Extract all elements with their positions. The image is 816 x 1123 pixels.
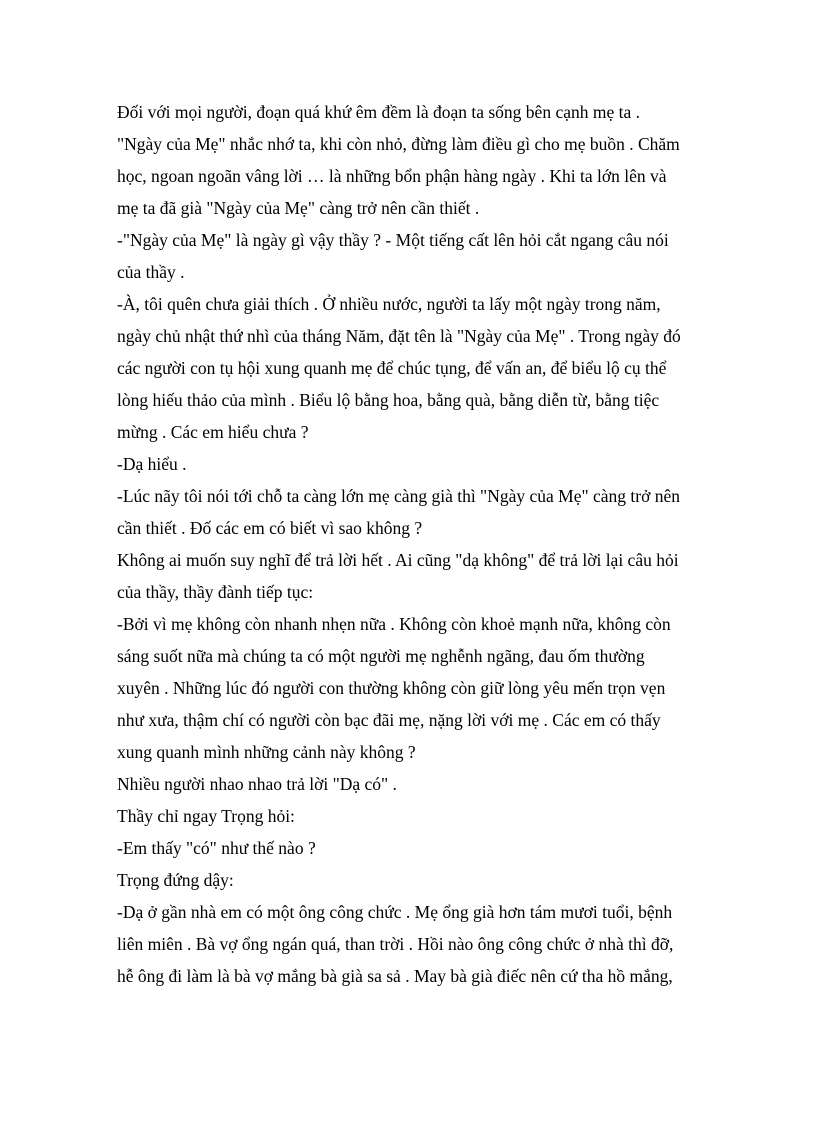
text-line: như xưa, thậm chí có người còn bạc đãi mẹ, nặng lời với mẹ . Các em có thấy (117, 710, 661, 730)
text-line: hễ ông đi làm là bà vợ mắng bà già sa sả . May bà già điếc nên cứ tha hồ mắng, (117, 966, 673, 986)
text-line: xung quanh mình những cảnh này không ? (117, 742, 416, 762)
document-body (117, 96, 737, 992)
text-line: mừng . Các em hiểu chưa ? (117, 422, 309, 442)
text-line: Trọng đứng dậy: (117, 870, 234, 890)
text-line: Thầy chỉ ngay Trọng hỏi: (117, 806, 295, 826)
text-line: -Dạ ở gần nhà em có một ông công chức . Mẹ ổng già hơn tám mươi tuổi, bệnh (117, 902, 673, 922)
text-line: xuyên . Những lúc đó người con thường không còn giữ lòng yêu mến trọn vẹn (117, 678, 666, 698)
text-line: cần thiết . Đố các em có biết vì sao không ? (117, 518, 423, 538)
text-line: Nhiều người nhao nhao trả lời "Dạ có" . (117, 774, 397, 794)
text-line: sáng suốt nữa mà chúng ta có một người mẹ nghễnh ngãng, đau ốm thường (117, 646, 645, 666)
text-line: Không ai muốn suy nghĩ để trả lời hết . Ai cũng "dạ không" để trả lời lại câu hỏi (117, 550, 679, 570)
text-line: -Lúc nãy tôi nói tới chỗ ta càng lớn mẹ càng già thì "Ngày của Mẹ" càng trở nên (117, 486, 680, 506)
text-line: ngày chủ nhật thứ nhì của tháng Năm, đặt tên là "Ngày của Mẹ" . Trong ngày đó (117, 326, 681, 346)
text-line: mẹ ta đã già "Ngày của Mẹ" càng trở nên cần thiết . (117, 198, 480, 218)
text-line: "Ngày của Mẹ" nhắc nhớ ta, khi còn nhỏ, đừng làm điều gì cho mẹ buồn . Chăm (117, 134, 680, 154)
text-line: học, ngoan ngoãn vâng lời … là những bổn phận hàng ngày . Khi ta lớn lên và (117, 166, 667, 186)
text-line: -Dạ hiểu . (117, 454, 187, 474)
text-line: các người con tụ hội xung quanh mẹ để chúc tụng, để vấn an, để biểu lộ cụ thể (117, 358, 667, 378)
text-line: -Em thấy "có" như thế nào ? (117, 838, 316, 858)
text-line: -Bởi vì mẹ không còn nhanh nhẹn nữa . Không còn khoẻ mạnh nữa, không còn (117, 614, 671, 634)
text-line: của thầy . (117, 262, 185, 282)
text-line: Đối với mọi người, đoạn quá khứ êm đềm là đoạn ta sống bên cạnh mẹ ta . (117, 102, 640, 122)
text-line: của thầy, thầy đành tiếp tục: (117, 582, 314, 602)
text-line: -"Ngày của Mẹ" là ngày gì vậy thầy ? - Một tiếng cất lên hỏi cắt ngang câu nói (117, 230, 669, 250)
text-line: -À, tôi quên chưa giải thích . Ở nhiều nước, người ta lấy một ngày trong năm, (117, 294, 661, 314)
text-line: lòng hiếu thảo của mình . Biểu lộ bằng hoa, bằng quà, bằng diễn từ, bằng tiệc (117, 390, 660, 410)
text-line: liên miên . Bà vợ ổng ngán quá, than trời . Hồi nào ông công chức ở nhà thì đỡ, (117, 934, 674, 954)
